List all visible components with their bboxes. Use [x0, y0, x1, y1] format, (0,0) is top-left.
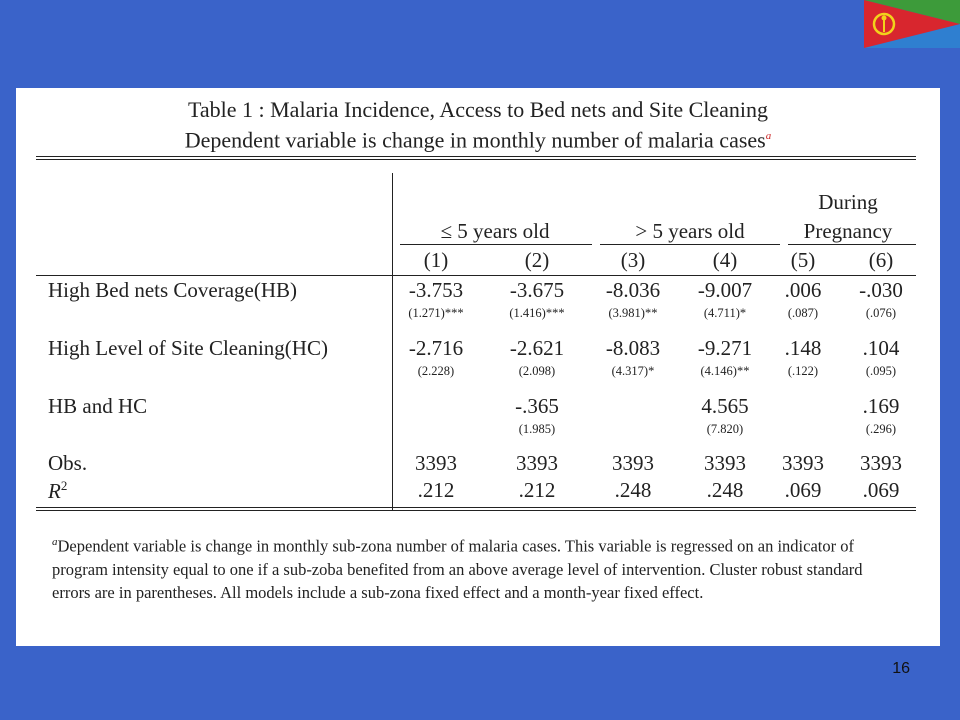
cell-hb-1: -3.753	[408, 278, 464, 302]
se-hc-4: (4.146)**	[700, 364, 750, 378]
col-header-2: (2)	[524, 248, 550, 272]
cell-r2-1: .212	[417, 478, 455, 502]
se-hbhc-4: (7.820)	[706, 422, 744, 436]
row-label-r2: $R^2$	[48, 478, 68, 503]
table-title	[16, 96, 940, 153]
eritrea-flag-icon	[864, 0, 960, 48]
col-header-1: (1)	[423, 248, 449, 272]
row-label-hb-hc: HB and HC	[48, 394, 148, 418]
footnote-mark: a	[52, 536, 58, 548]
se-hc-2: (2.098)	[518, 364, 556, 378]
table-panel	[16, 88, 940, 646]
cell-hc-3: -8.083	[605, 336, 661, 360]
cell-r2-2: .212	[518, 478, 556, 502]
col-header-3: (3)	[620, 248, 646, 272]
page-number: 16	[892, 660, 910, 677]
row-label-obs: Obs.	[48, 451, 88, 475]
row-label-hb: High Bed nets Coverage(HB)	[48, 278, 298, 302]
col-header-4: (4)	[712, 248, 738, 272]
cell-obs-2: 3393	[516, 451, 558, 475]
se-hc-5: (.122)	[787, 364, 819, 378]
cell-hc-2: -2.621	[509, 336, 565, 360]
cell-hb-6: -.030	[859, 278, 903, 302]
cmidrule-over5	[600, 244, 780, 245]
group-header-pregnancy: Pregnancy	[803, 219, 893, 243]
header-rule	[36, 275, 916, 276]
cell-hb-3: -8.036	[605, 278, 661, 302]
bottom-rule-2	[36, 510, 916, 511]
top-rule-2	[36, 159, 916, 160]
label-column-divider	[392, 173, 393, 510]
cell-hc-6: .104	[862, 336, 900, 360]
cell-hc-5: .148	[784, 336, 822, 360]
se-hc-3: (4.317)*	[611, 364, 655, 378]
table-title-line1: Table 1 : Malaria Incidence, Access to Bed nets and Site Cleaning	[187, 97, 769, 122]
cell-hc-4: -9.271	[697, 336, 753, 360]
group-header-over5: > 5 years old	[635, 219, 745, 243]
cell-obs-3: 3393	[612, 451, 654, 475]
se-hc-6: (.095)	[865, 364, 897, 378]
cell-r2-4: .248	[706, 478, 744, 502]
se-hb-1: (1.271)***	[408, 306, 464, 320]
se-hb-4: (4.711)*	[703, 306, 747, 320]
cell-hc-1: -2.716	[408, 336, 464, 360]
col-header-5: (5)	[790, 248, 816, 272]
se-hb-6: (.076)	[865, 306, 897, 320]
cell-hb-5: .006	[784, 278, 822, 302]
table-footnote	[52, 531, 902, 604]
group-header-during: During	[818, 190, 878, 214]
cell-hb-2: -3.675	[509, 278, 565, 302]
col-header-6: (6)	[868, 248, 894, 272]
cell-obs-1: 3393	[415, 451, 457, 475]
se-hb-2: (1.416)***	[509, 306, 565, 320]
row-label-hc: High Level of Site Cleaning(HC)	[48, 336, 328, 360]
group-header-under5: ≤ 5 years old	[440, 219, 550, 243]
cell-hb-4: -9.007	[697, 278, 753, 302]
cell-obs-6: 3393	[860, 451, 902, 475]
se-hb-5: (.087)	[787, 306, 819, 320]
cell-obs-4: 3393	[704, 451, 746, 475]
cell-r2-6: .069	[862, 478, 900, 502]
title-footnote-mark: a	[765, 130, 772, 142]
se-hc-1: (2.228)	[417, 364, 455, 378]
cell-hbhc-4: 4.565	[701, 394, 749, 418]
cell-r2-5: .069	[784, 478, 822, 502]
cell-r2-3: .248	[614, 478, 652, 502]
bottom-rule	[36, 507, 916, 508]
se-hb-3: (3.981)**	[608, 306, 658, 320]
top-rule	[36, 156, 916, 157]
cell-hbhc-2: -.365	[515, 394, 559, 418]
cell-obs-5: 3393	[782, 451, 824, 475]
cell-hbhc-6: .169	[862, 394, 900, 418]
se-hbhc-6: (.296)	[865, 422, 897, 436]
cmidrule-under5	[400, 244, 592, 245]
footnote-text: Dependent variable is change in monthly sub-zona number of malaria cases. This variable is regressed on an indicator of program intensity equal to one if a sub-zoba benefited from an above average level of intervention. Cluster robust standard errors are in parentheses. All models include a sub-zona fixed effect and a month-year fixed effect.	[52, 536, 863, 602]
table-title-line2: Dependent variable is change in monthly number of malaria cases	[184, 127, 766, 153]
se-hbhc-2: (1.985)	[518, 422, 556, 436]
cmidrule-pregnancy	[788, 244, 916, 245]
